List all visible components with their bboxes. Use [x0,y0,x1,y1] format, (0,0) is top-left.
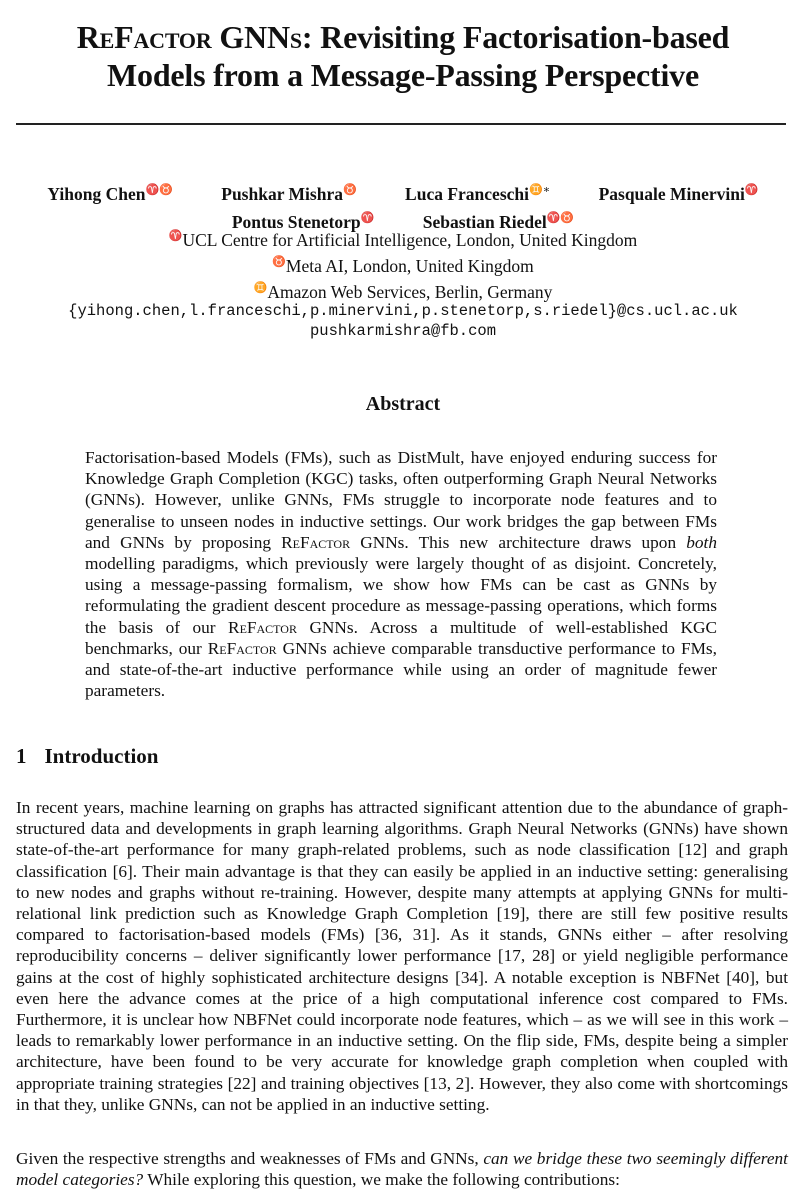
author: Pushkar Mishra♉ [221,183,357,204]
abstract-body: Factorisation-based Models (FMs), such as DistMult, have enjoyed enduring success for Knowledge Graph Completion (KGC) tasks, often outperforming Graph Neural Networks (GNNs). However, unlike GNNs, FMs struggle to incorporate node features and to generalise to unseen nodes in inductive settings. Our work bridges the gap between FMs and GNNs by proposing ReFactor GNNs. This new architecture draws upon both modelling paradigms, which previously were largely thought of as disjoint. Concretely, using a message-passing formalism, we show how FMs can be cast as GNNs by reformulating the gradient descent procedure as message-passing operations, which forms the basis of our ReFactor GNNs. Across a multitude of well-established KGC benchmarks, our ReFactor GNNs achieve comparable transductive performance to FMs, and state-of-the-art inductive performance while using an order of magnitude fewer parameters. [85,448,717,701]
title-line-1: ReFactor GNNs: Revisiting Factorisation-based [76,19,730,55]
refactor-name: ReFactor [76,19,212,55]
affiliation: ♉Meta AI, London, United Kingdom [272,255,534,276]
title-rule [16,123,786,125]
author: Luca Franceschi♊∗ [405,183,551,204]
section-heading-introduction: 1 Introduction [16,744,159,768]
abstract-heading: Abstract [365,393,441,415]
intro-paragraph-1: In recent years, machine learning on graphs has attracted significant attention due to the abundance of graph-structured data and developments in graph learning algorithms. Graph Neural Networks (GNNs) have shown state-of-the-art performance for many graph-related problems, such as node classification [12] and graph classification [6]. Their main advantage is that they can easily be applied in an inductive setting: generalising to new nodes and graphs without re-training. However, despite many attempts at applying GNNs for multi-relational link prediction such as Knowledge Graph Completion [19], there are still few positive results compared to factorisation-based models (FMs) [36, 31]. As it stands, GNNs either – after resolving reproducibility concerns – deliver significantly lower performance [17, 28] or yield negligible performance gains at the cost of highly sophisticated architecture designs [34]. A notable exception is NBFNet [40], but even here the advance comes at the price of a high computational inference cost compared to FMs. Furthermore, it is unclear how NBFNet could incorporate node features, which – as we will see in this work – leads to remarkably lower performance in an inductive setting. On the flip side, FMs, despite being a simpler architecture, have been found to be very accurate for knowledge graph completion when coupled with appropriate training strategies [22] and training objectives [13, 2]. However, they also come with shortcomings in that they, unlike GNNs, can not be applied in an inductive setting. [16,798,788,1114]
author: Sebastian Riedel♈♉ [422,211,575,232]
title-line-2: Models from a Message-Passing Perspective [107,57,699,93]
email-fb[interactable]: pushkarmishra@fb.com [309,322,497,341]
affiliations [0,226,806,341]
intro-paragraph-2: Given the respective strengths and weaknesses of FMs and GNNs, can we bridge these two seemingly different model categories? While exploring this question, we make the following contributions: [16,1149,788,1190]
author: Pasquale Minervini♈ [598,183,759,204]
author: Pontus Stenetorp♈ [231,211,375,232]
paper-title [0,18,806,94]
email-ucl[interactable]: {yihong.chen,l.franceschi,p.minervini,p.stenetorp,s.riedel}@cs.ucl.ac.uk [68,302,738,321]
affiliation: ♊Amazon Web Services, Berlin, Germany [253,281,553,302]
author: Yihong Chen♈♉ [47,183,173,204]
affiliation: ♈UCL Centre for Artificial Intelligence, London, United Kingdom [168,229,638,250]
